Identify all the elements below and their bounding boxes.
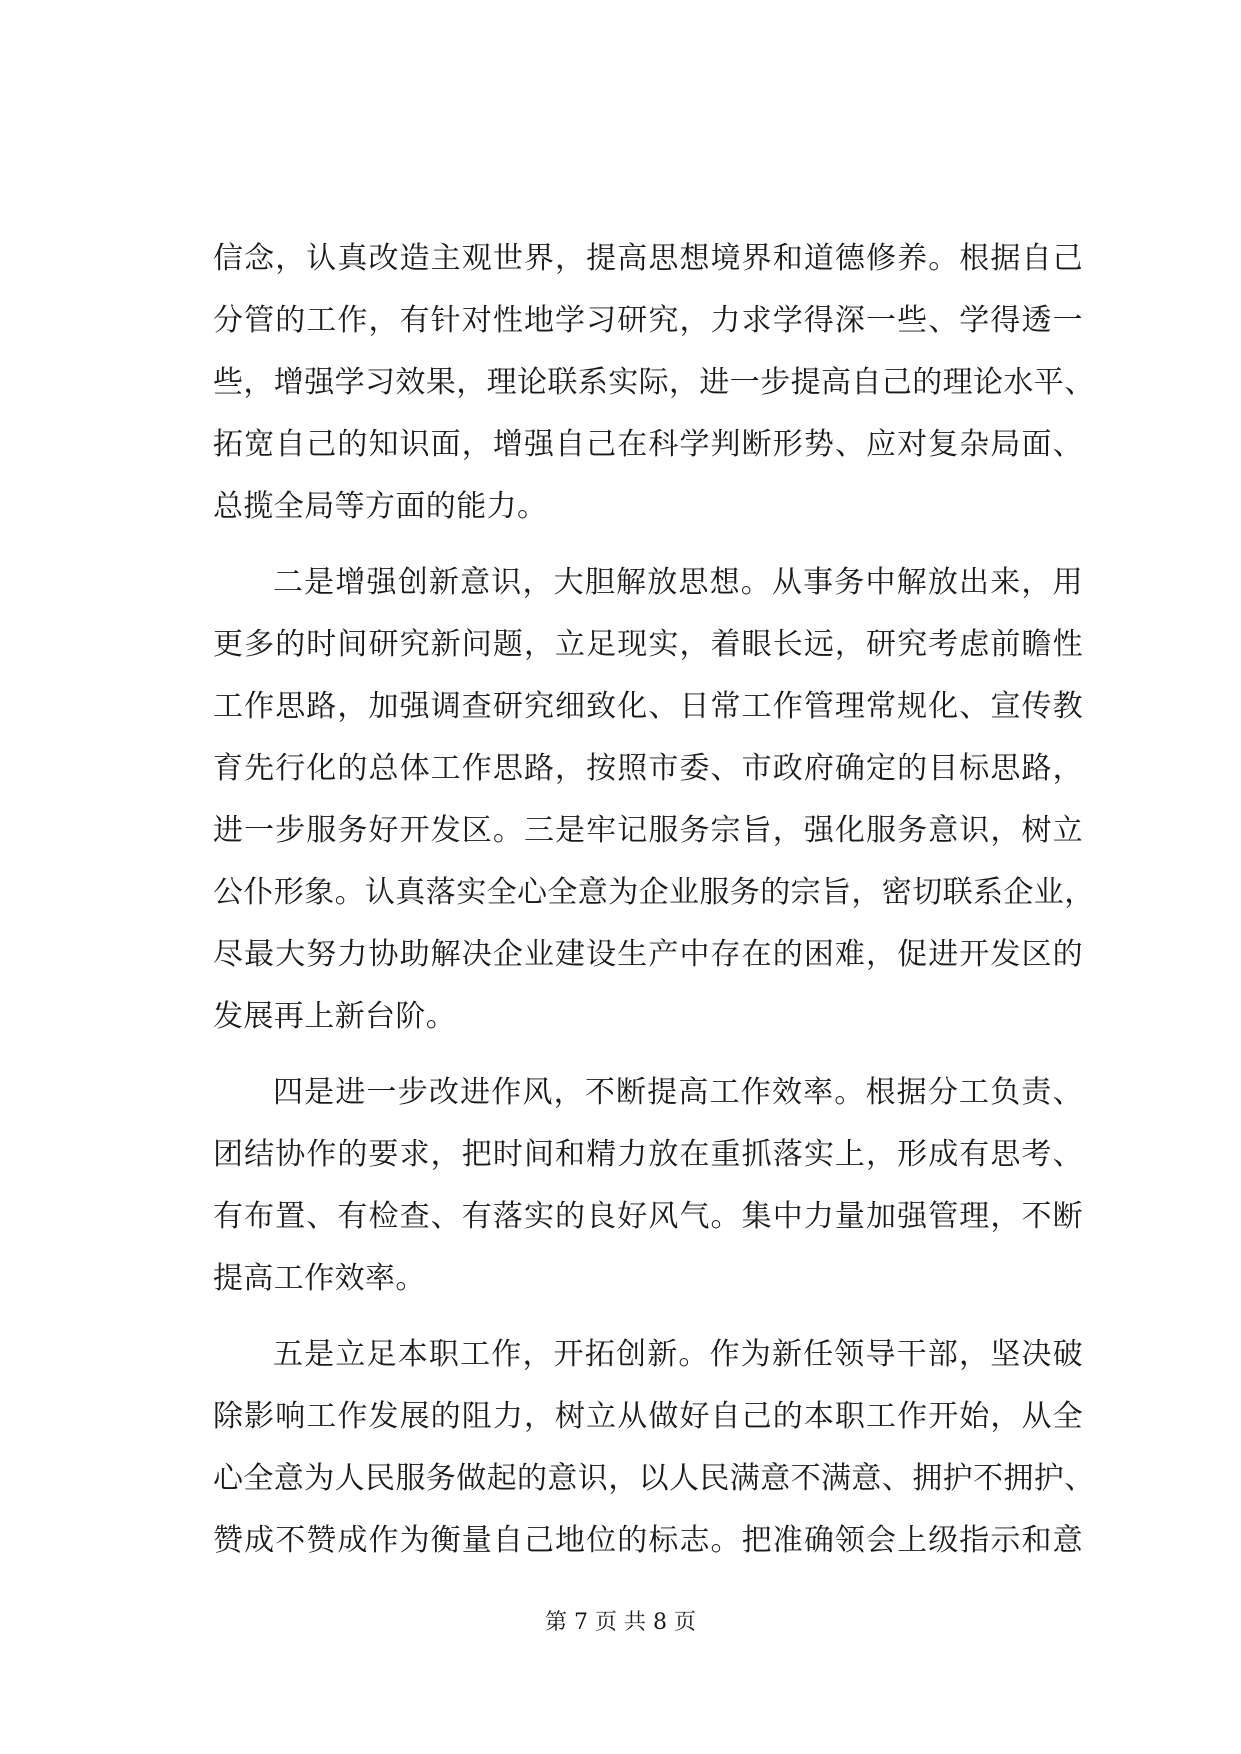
text-line: 有布置、有检查、有落实的良好风气。集中力量加强管理，不断 (213, 1199, 1083, 1234)
text-line: 公仆形象。认真落实全心全意为企业服务的宗旨，密切联系企业， (213, 875, 1095, 910)
text-line: 些，增强学习效果，理论联系实际，进一步提高自己的理论水平、 (213, 365, 1095, 400)
text-line: 赞成不赞成作为衡量自己地位的标志。把准确领会上级指示和意 (213, 1523, 1083, 1558)
text-line: 提高工作效率。 (213, 1261, 426, 1296)
page-number-footer: 第 7 页 共 8 页 (545, 1610, 696, 1635)
text-line: 发展再上新台阶。 (213, 999, 457, 1034)
text-line: 五是立足本职工作，开拓创新。作为新任领导干部，坚决破 (273, 1337, 1083, 1372)
text-line: 分管的工作，有针对性地学习研究，力求学得深一些、学得透一 (213, 303, 1083, 338)
document-body (213, 228, 1095, 1572)
text-line: 四是进一步改进作风，不断提高工作效率。根据分工负责、 (273, 1075, 1083, 1110)
text-line: 育先行化的总体工作思路，按照市委、市政府确定的目标思路， (213, 751, 1083, 786)
text-line: 工作思路，加强调查研究细致化、日常工作管理常规化、宣传教 (213, 689, 1083, 724)
text-line: 总揽全局等方面的能力。 (213, 489, 548, 524)
text-line: 心全意为人民服务做起的意识，以人民满意不满意、拥护不拥护、 (213, 1461, 1095, 1496)
text-line: 团结协作的要求，把时间和精力放在重抓落实上，形成有思考、 (213, 1137, 1083, 1172)
text-line: 二是增强创新意识，大胆解放思想。从事务中解放出来，用 (273, 565, 1083, 600)
text-line: 尽最大努力协助解决企业建设生产中存在的困难，促进开发区的 (213, 937, 1083, 972)
text-line: 信念，认真改造主观世界，提高思想境界和道德修养。根据自己 (213, 241, 1083, 276)
text-line: 除影响工作发展的阻力，树立从做好自己的本职工作开始，从全 (213, 1399, 1083, 1434)
text-line: 更多的时间研究新问题，立足现实，着眼长远，研究考虑前瞻性 (213, 627, 1083, 662)
text-line: 拓宽自己的知识面，增强自己在科学判断形势、应对复杂局面、 (213, 427, 1083, 462)
text-line: 进一步服务好开发区。三是牢记服务宗旨，强化服务意识，树立 (213, 813, 1083, 848)
